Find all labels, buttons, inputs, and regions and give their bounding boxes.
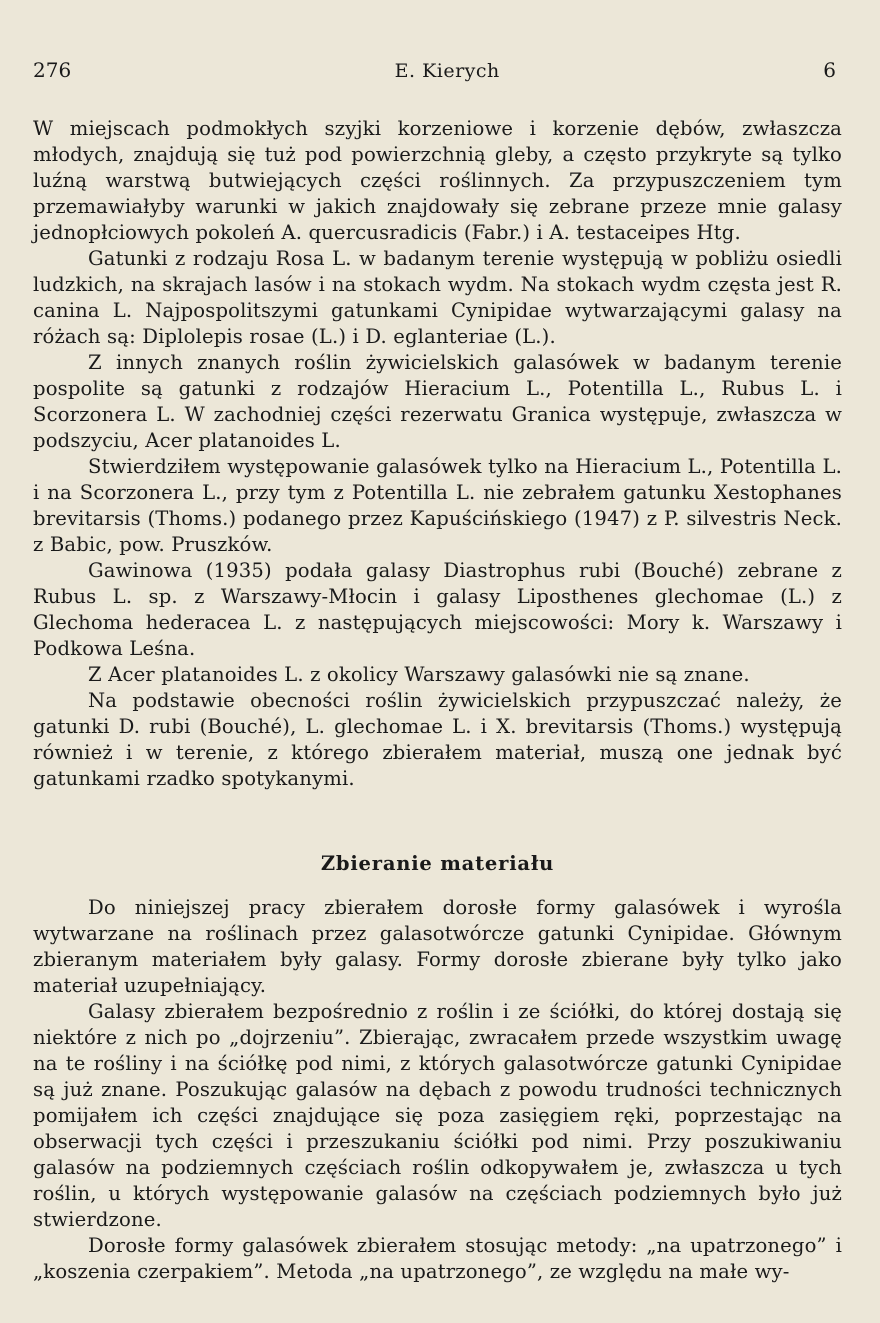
paragraph: Gawinowa (1935) podała galasy Diastrophus rubi (Bouché) zebrane z Rubus L. sp. z Warszawy-Młocin i galasy Liposthenes glechomae (L.) z Glechoma hederacea L. z następujących miejscowości: Mory k. Warszawy i Podkowa Leśna. (33, 559, 842, 660)
paragraph: Stwierdziłem występowanie galasówek tylko na Hieracium L., Potentilla L. i na Scorzonera L., przy tym z Potentilla L. nie zebrałem gatunku Xestophanes brevitarsis (Thoms.) podanego przez Kapuścińskiego (1947) z P. silvestris Neck. z Babic, pow. Pruszków. (33, 455, 842, 556)
author-name: E. Kierych (394, 60, 500, 82)
paragraph: Gatunki z rodzaju Rosa L. w badanym terenie występują w pobliżu osiedli ludzkich, na skrajach lasów i na stokach wydm. Na stokach wydm częsta jest R. canina L. Najpospolitszymi gatunkami Cynipidae wytwarzającymi galasy na różach są: Diplolepis rosae (L.) i D. eglanteriae (L.). (33, 247, 842, 348)
page-number: 276 (33, 58, 72, 82)
body-text-top (33, 116, 842, 792)
section-heading: Zbieranie materiału (320, 852, 555, 875)
paragraph: Dorosłe formy galasówek zbierałem stosując metody: „na upatrzonego” i „koszenia czerpakiem”. Metoda „na upatrzonego”, ze względu na małe wy- (33, 1234, 842, 1283)
paragraph: Galasy zbierałem bezpośrednio z roślin i ze ściółki, do której dostają się niektóre z nich po „dojrzeniu”. Zbierając, zwracałem przede wszystkim uwagę na te rośliny i na ściółkę pod nimi, z których galasotwórcze gatunki Cynipidae są już znane. Poszukując galasów na dębach z powodu trudności technicznych pomijałem ich części znajdujące się poza zasięgiem ręki, poprzestając na obserwacji tych części i przeszukaniu ściółki pod nimi. Przy poszukiwaniu galasów na podziemnych częściach roślin odkopywałem je, zwłaszcza u tych roślin, u których występowanie galasów na częściach podziemnych było już stwierdzone. (33, 1000, 842, 1231)
body-text-bottom (33, 895, 842, 1285)
paragraph: Na podstawie obecności roślin żywicielskich przypuszczać należy, że gatunki D. rubi (Bouché), L. glechomae L. i X. brevitarsis (Thoms.) występują również i w terenie, z którego zbierałem materiał, muszą one jednak być gatunkami rzadko spotykanymi. (33, 689, 842, 790)
paragraph: Do niniejszej pracy zbierałem dorosłe formy galasówek i wyrośla wytwarzane na roślinach przez galasotwórcze gatunki Cynipidae. Głównym zbieranym materiałem były galasy. Formy dorosłe zbierane były tylko jako materiał uzupełniający. (33, 896, 842, 997)
section-number: 6 (823, 58, 836, 82)
paragraph: Z Acer platanoides L. z okolicy Warszawy galasówki nie są znane. (88, 663, 750, 686)
paragraph: W miejscach podmokłych szyjki korzeniowe i korzenie dębów, zwłaszcza młodych, znajdują się tuż pod powierzchnią gleby, a często przykryte są tylko luźną warstwą butwiejących części roślinnych. Za przypuszczeniem tym przemawiałyby warunki w jakich znajdowały się zebrane przeze mnie galasy jednopłciowych pokoleń A. quercusradicis (Fabr.) i A. testaceipes Htg. (33, 117, 842, 244)
paragraph: Z innych znanych roślin żywicielskich galasówek w badanym terenie pospolite są gatunki z rodzajów Hieracium L., Potentilla L., Rubus L. i Scorzonera L. W zachodniej części rezerwatu Granica występuje, zwłaszcza w podszyciu, Acer platanoides L. (33, 351, 842, 452)
running-header (33, 58, 842, 82)
